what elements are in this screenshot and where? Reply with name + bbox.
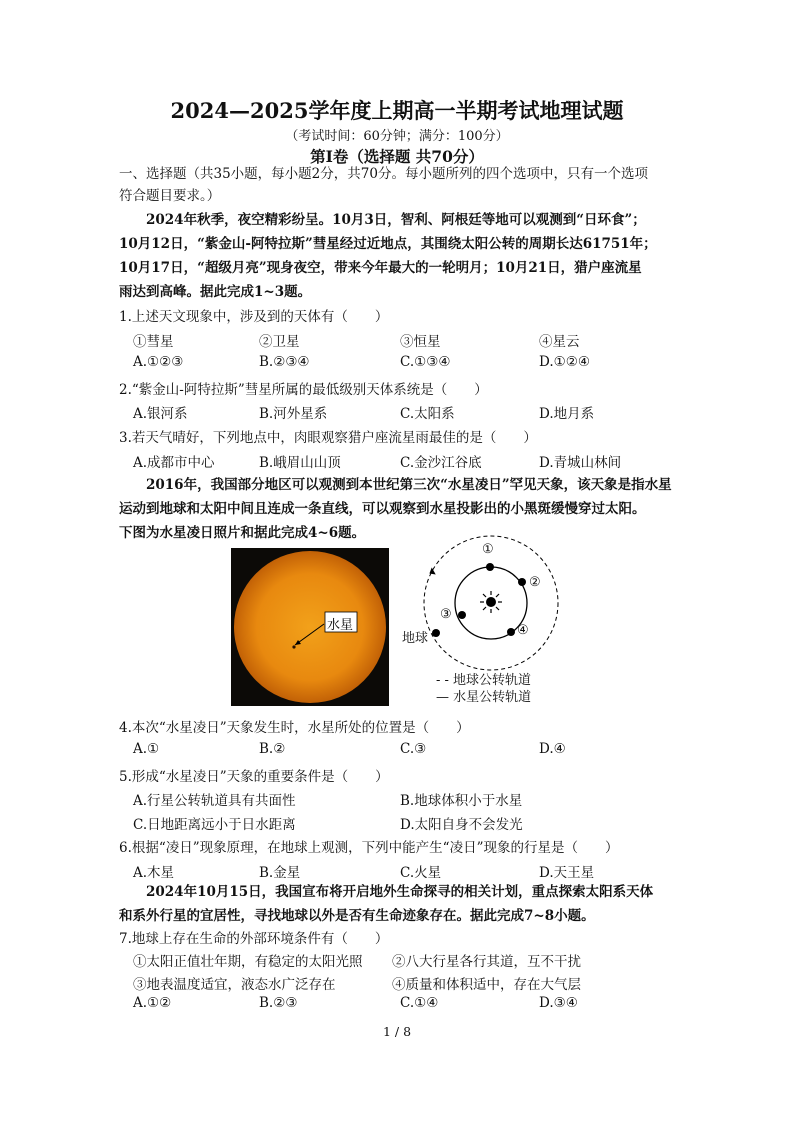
q2-option-c[interactable]: C.太阳系 — [400, 406, 455, 422]
mercury-position-3 — [458, 611, 466, 619]
sun-image — [231, 548, 389, 706]
q1-option-a[interactable]: A.①②③ — [133, 354, 184, 370]
section-intro-line-2: 符合题目要求。） — [119, 188, 221, 204]
q5-option-c[interactable]: C.日地距离远小于日水距离 — [133, 817, 296, 833]
passage3-line-2: 和系外行星的宜居性，寻找地球以外是否有生命迹象存在。据此完成7~8小题。 — [119, 908, 595, 924]
q2-option-b[interactable]: B.河外星系 — [259, 406, 328, 422]
transit-photo — [231, 548, 389, 706]
q4-stem: 4.本次“水星凌日”天象发生时，水星所处的位置是（ ） — [119, 720, 470, 736]
passage2-line-3: 下图为水星凌日照片和据此完成4~6题。 — [119, 525, 366, 541]
q7-option-c[interactable]: C.①④ — [400, 995, 439, 1011]
q2-option-d[interactable]: D.地月系 — [539, 406, 595, 422]
q2-option-a[interactable]: A.银河系 — [133, 406, 188, 422]
q3-option-b[interactable]: B.峨眉山山顶 — [259, 455, 341, 471]
position-label-4: ④ — [517, 623, 529, 638]
sun-disk — [234, 551, 386, 703]
q1-option-d[interactable]: D.①②④ — [539, 354, 590, 370]
section-intro-line-1: 一、选择题（共35小题，每小题2分，共70分。每小题所列的四个选项中，只有一个选项 — [119, 166, 648, 182]
q3-option-a[interactable]: A.成都市中心 — [133, 455, 215, 471]
mercury-position-1 — [486, 563, 494, 571]
q7-item-2: ②八大行星各行其道，互不干扰 — [392, 954, 581, 970]
passage2-line-1: 2016年，我国部分地区可以观测到本世纪第三次“水星凌日”罕见天象，该天象是指水星 — [146, 477, 672, 493]
q3-stem: 3.若天气晴好，下列地点中，肉眼观察猎户座流星雨最佳的是（ ） — [119, 430, 537, 446]
q5-option-d[interactable]: D.太阳自身不会发光 — [400, 817, 523, 833]
q4-option-d[interactable]: D.④ — [539, 741, 566, 757]
q2-stem: 2.“紫金山-阿特拉斯”彗星所属的最低级别天体系统是（ ） — [119, 382, 488, 398]
exam-subtitle: （考试时间：60分钟；满分：100分） — [285, 129, 509, 144]
position-label-3: ③ — [440, 607, 452, 622]
q7-item-3: ③地表温度适宜，液态水广泛存在 — [133, 977, 336, 993]
mercury-label: 水星 — [327, 618, 354, 633]
q1-item-4: ④星云 — [539, 334, 580, 350]
q7-item-4: ④质量和体积适中，存在大气层 — [392, 977, 581, 993]
q6-option-d[interactable]: D.天王星 — [539, 865, 595, 881]
q4-option-a[interactable]: A.① — [133, 741, 160, 757]
mercury-position-2 — [518, 578, 526, 586]
orbit-direction-arrow — [427, 568, 435, 577]
earth-label: 地球 — [402, 631, 429, 646]
q4-option-c[interactable]: C.③ — [400, 741, 427, 757]
q7-stem: 7.地球上存在生命的外部环境条件有（ ） — [119, 931, 389, 947]
passage1-line-1: 2024年秋季，夜空精彩纷呈。10月3日，智利、阿根廷等地可以观测到“日环食”； — [146, 212, 646, 228]
mercury-position-4 — [507, 628, 515, 636]
q5-option-b[interactable]: B.地球体积小于水星 — [400, 793, 523, 809]
q6-option-a[interactable]: A.木星 — [133, 865, 175, 881]
q1-option-c[interactable]: C.①③④ — [400, 354, 451, 370]
mercury-dot — [292, 645, 295, 648]
q5-stem: 5.形成“水星凌日”天象的重要条件是（ ） — [119, 769, 389, 785]
legend-earth-orbit: - - 地球公转轨道 — [436, 673, 532, 688]
q6-stem: 6.根据“凌日”现象原理，在地球上观测，下列中能产生“凌日”现象的行星是（ ） — [119, 840, 619, 856]
legend-mercury-orbit: — 水星公转轨道 — [436, 690, 532, 705]
sun-symbol — [480, 591, 502, 613]
position-label-2: ② — [529, 575, 541, 590]
q6-option-c[interactable]: C.火星 — [400, 865, 442, 881]
q1-item-3: ③恒星 — [400, 334, 441, 350]
page-number: 1 / 8 — [382, 1024, 412, 1039]
part-heading: 第Ⅰ卷（选择题 共70分） — [310, 147, 484, 166]
exam-title: 2024—2025学年度上期高一半期考试地理试题 — [170, 98, 624, 123]
q1-item-1: ①彗星 — [133, 334, 174, 350]
q1-option-b[interactable]: B.②③④ — [259, 354, 310, 370]
q3-option-d[interactable]: D.青城山林间 — [539, 455, 622, 471]
passage1-line-3: 10月17日，“超级月亮”现身夜空，带来今年最大的一轮明月；10月21日，猎户座流星 — [119, 260, 642, 276]
q7-option-d[interactable]: D.③④ — [539, 995, 578, 1011]
q7-option-a[interactable]: A.①② — [133, 995, 172, 1011]
q6-option-b[interactable]: B.金星 — [259, 865, 301, 881]
earth-dot — [432, 629, 440, 637]
q7-option-b[interactable]: B.②③ — [259, 995, 298, 1011]
passage2-line-2: 运动到地球和太阳中间且连成一条直线，可以观察到水星投影出的小黑斑缓慢穿过太阳。 — [119, 501, 646, 517]
q5-option-a[interactable]: A.行星公转轨道具有共面性 — [133, 793, 296, 809]
q4-option-b[interactable]: B.② — [259, 741, 286, 757]
q1-item-2: ②卫星 — [259, 334, 300, 350]
passage1-line-4: 雨达到高峰。据此完成1~3题。 — [119, 284, 312, 300]
passage3-line-1: 2024年10月15日，我国宣布将开启地外生命探寻的相关计划，重点探索太阳系天体 — [146, 884, 654, 900]
position-label-1: ① — [482, 542, 494, 557]
q7-item-1: ①太阳正值壮年期，有稳定的太阳光照 — [133, 954, 363, 970]
q3-option-c[interactable]: C.金沙江谷底 — [400, 455, 482, 471]
passage1-line-2: 10月12日，“紫金山-阿特拉斯”彗星经过近地点，其围绕太阳公转的周期长达61751年； — [119, 236, 657, 252]
q1-stem: 1.上述天文现象中，涉及到的天体有（ ） — [119, 309, 389, 325]
